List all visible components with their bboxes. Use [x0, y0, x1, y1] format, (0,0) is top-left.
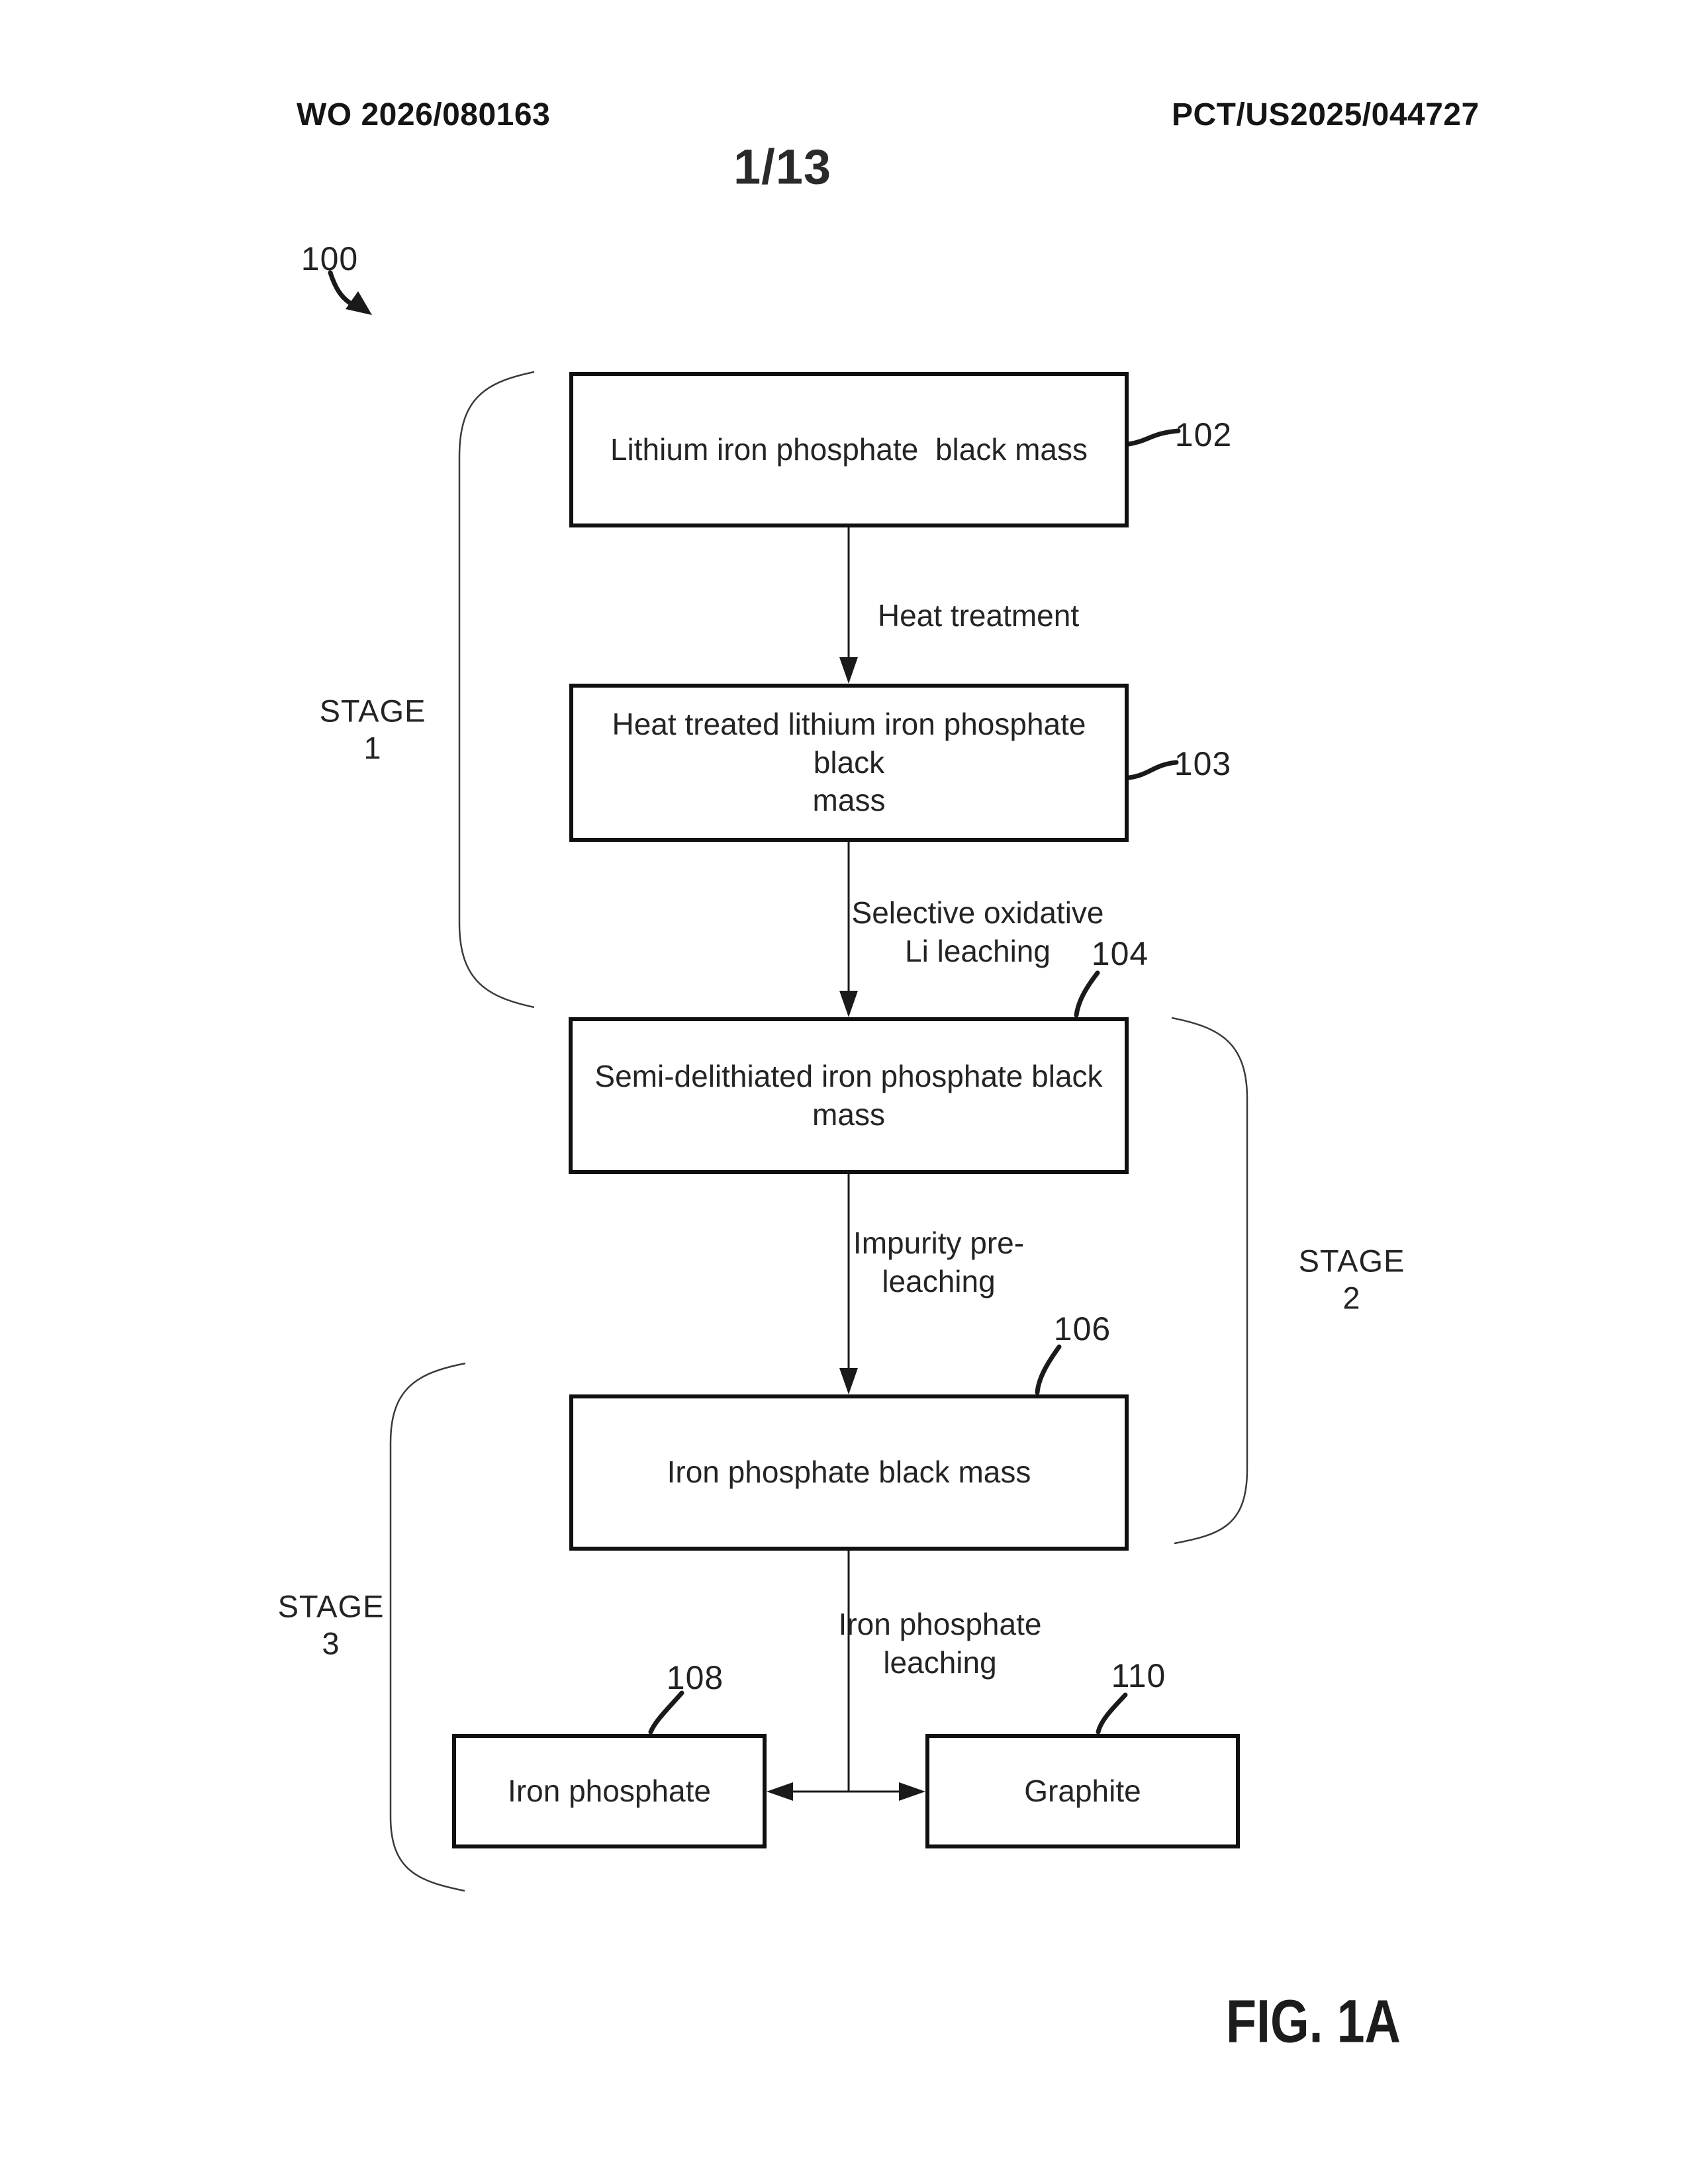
arrowhead-into-108: [767, 1782, 793, 1801]
stage2-bracket: [1172, 1018, 1247, 1543]
sheet-number: 1/13: [733, 139, 832, 195]
stage-1-label: STAGE 1: [319, 693, 426, 766]
ref-110: 110: [1111, 1657, 1166, 1694]
ref-103-leader: [1129, 762, 1176, 778]
ref-108-leader: [651, 1693, 682, 1732]
arrowhead-into-110: [899, 1782, 925, 1801]
edge-label-impurity-pre-leaching: Impurity pre- leaching: [853, 1226, 1025, 1298]
diagram-ref-100: 100: [301, 240, 359, 277]
node-graphite: [925, 1734, 1240, 1848]
node-iron-phosphate: [452, 1734, 767, 1848]
ref-108: 108: [666, 1659, 724, 1696]
node-110-text: Graphite: [1024, 1773, 1141, 1808]
node-heat-treated-black-mass: [569, 684, 1129, 842]
ref-110-leader: [1098, 1695, 1125, 1732]
application-number: PCT/US2025/044727: [1172, 97, 1479, 132]
node-lithium-iron-phosphate-black-mass: [569, 372, 1129, 527]
node-103-text: Heat treated lithium iron phosphate black mass: [612, 706, 1086, 818]
stage1-bracket: [459, 372, 534, 1007]
ref-103: 103: [1174, 745, 1232, 782]
stage-3-label: STAGE 3: [277, 1588, 385, 1661]
figure-label: FIG. 1A: [1225, 1987, 1401, 2056]
edge-label-iron-phosphate-leaching: Iron phosphate leaching: [838, 1607, 1042, 1680]
ref-104: 104: [1091, 935, 1149, 972]
node-104-text: Semi-delithiated iron phosphate black mass: [594, 1058, 1111, 1132]
edge-label-heat-treatment: Heat treatment: [877, 598, 1080, 633]
ref-102: 102: [1174, 416, 1233, 453]
stage-2-label: STAGE 2: [1298, 1243, 1405, 1316]
ref-106-leader: [1037, 1347, 1059, 1392]
ref-104-leader: [1076, 973, 1098, 1015]
ref-102-leader: [1129, 431, 1178, 444]
arrowhead-102-103: [839, 657, 858, 684]
edge-label-selective-oxidative-li-leaching: Selective oxidative Li leaching: [851, 895, 1104, 968]
node-106-text: Iron phosphate black mass: [667, 1455, 1031, 1490]
node-semi-delithiated-black-mass: [569, 1017, 1129, 1174]
node-iron-phosphate-black-mass: [569, 1394, 1129, 1551]
arrowhead-103-104: [839, 991, 858, 1017]
node-108-text: Iron phosphate: [508, 1773, 711, 1808]
publication-number: WO 2026/080163: [297, 97, 551, 132]
ref-106: 106: [1053, 1310, 1111, 1347]
node-102-text: Lithium iron phosphate black mass: [610, 432, 1088, 467]
arrowhead-104-106: [839, 1368, 858, 1394]
